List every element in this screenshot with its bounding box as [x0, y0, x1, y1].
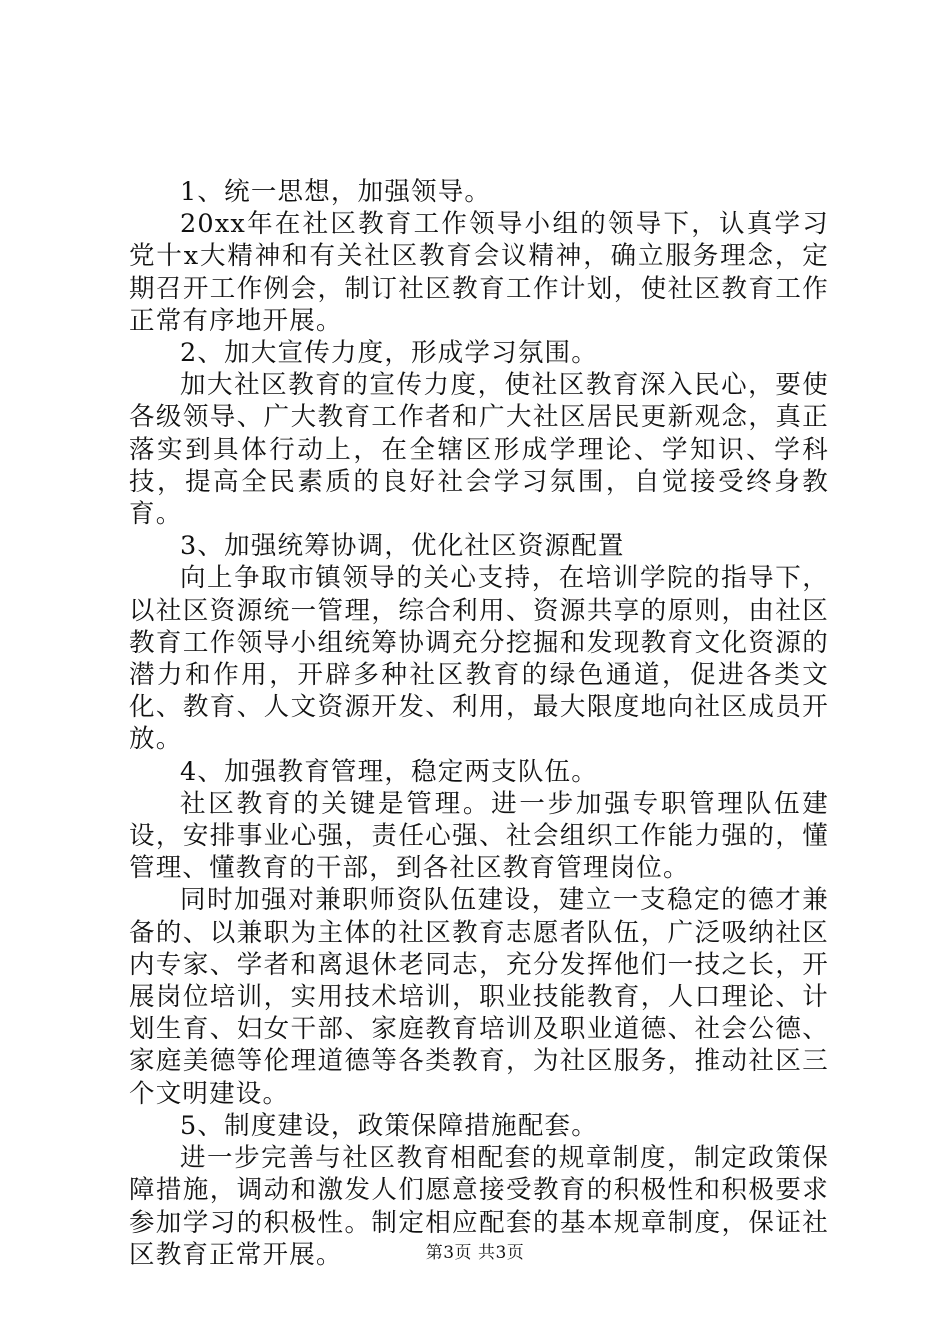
paragraph-3: 向上争取市镇领导的关心支持，在培训学院的指导下，以社区资源统一管理，综合利用、资源共享的原则，由社区教育工作领导小组统筹协调充分挖掘和发现教育文化资源的潜力和作用，开辟多种社区教育的绿色通道，促进各类文化、教育、人文资源开发、利用，最大限度地向社区成员开放。 — [129, 563, 829, 755]
page-number-footer: 第3页 共3页 — [425, 1243, 525, 1263]
section-heading-4: 4、加强教育管理，稳定两支队伍。 — [180, 756, 598, 787]
document-body — [129, 176, 829, 1271]
paragraph-4a: 社区教育的关键是管理。进一步加强专职管理队伍建设，安排事业心强，责任心强、社会组织工作能力强的，懂管理、懂教育的干部，到各社区教育管理岗位。 — [129, 788, 829, 884]
paragraph-2: 加大社区教育的宣传力度，使社区教育深入民心，要使各级领导、广大教育工作者和广大社区居民更新观念，真正落实到具体行动上，在全辖区形成学理论、学知识、学科技，提高全民素质的良好社会学习氛围，自觉接受终身教育。 — [129, 370, 829, 530]
section-heading-1: 1、统一思想，加强领导。 — [180, 177, 492, 207]
paragraph-4b: 同时加强对兼职师资队伍建设，建立一支稳定的德才兼备的、以兼职为主体的社区教育志愿者队伍，广泛吸纳社区内专家、学者和离退休老同志，充分发挥他们一技之长，开展岗位培训，实用技术培训，职业技能教育，人口理论、计划生育、妇女干部、家庭教育培训及职业道德、社会公德、家庭美德等伦理道德等各类教育，为社区服务，推动社区三个文明建设。 — [129, 885, 829, 1109]
section-heading-3: 3、加强统筹协调，优化社区资源配置 — [180, 531, 625, 562]
section-heading-2: 2、加大宣传力度，形成学习氛围。 — [180, 338, 598, 369]
paragraph-1: 20xx年在社区教育工作领导小组的领导下，认真学习党十x大精神和有关社区教育会议精神，确立服务理念，定期召开工作例会，制订社区教育工作计划，使社区教育工作正常有序地开展。 — [129, 209, 829, 336]
section-heading-5: 5、制度建设，政策保障措施配套。 — [180, 1110, 598, 1141]
paragraph-5: 进一步完善与社区教育相配套的规章制度，制定政策保障措施，调动和激发人们愿意接受教育的积极性和积极要求参加学习的积极性。制定相应配套的基本规章制度，保证社区教育正常开展。 — [129, 1143, 829, 1270]
